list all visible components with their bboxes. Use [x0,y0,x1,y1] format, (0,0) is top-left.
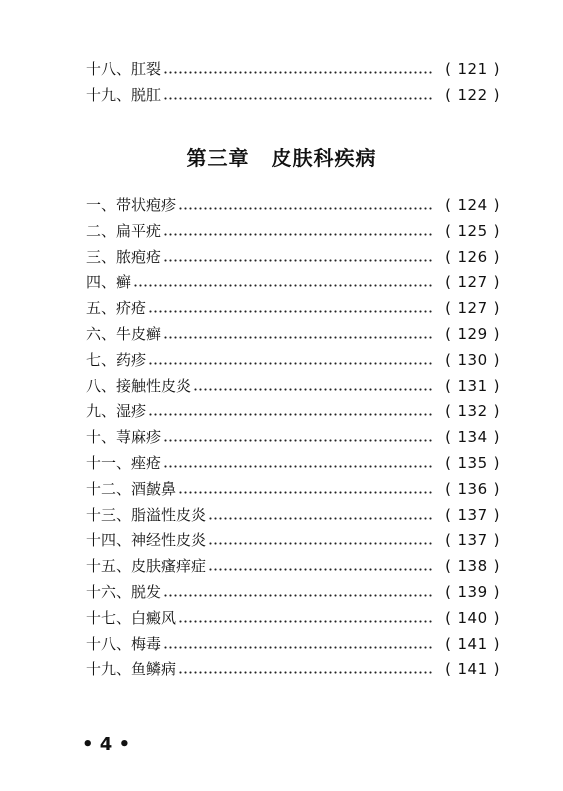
toc-entry-page: ( 134 ) [445,428,500,446]
toc-entry [86,504,506,526]
dot-leader [178,620,433,623]
toc-entry [86,607,506,629]
toc-entry-page: ( 130 ) [445,351,500,369]
toc-entry-page-number: 132 [457,402,488,420]
toc-entry-label: 十一、痤疮 [86,454,162,472]
toc-entry [86,478,506,500]
toc-entry-page-number: 121 [457,60,488,78]
toc-entry-page: ( 138 ) [445,557,500,575]
dot-leader [163,336,433,339]
dot-leader [178,671,433,674]
toc-entry-page-number: 137 [457,531,488,549]
toc-entry-page: ( 127 ) [445,299,500,317]
toc-entry-page-number: 135 [457,454,488,472]
toc-entry-page-number: 127 [457,273,488,291]
toc-entry-page-number: 137 [457,506,488,524]
toc-entry [86,555,506,577]
dot-leader [133,284,433,287]
toc-entry-page: ( 126 ) [445,248,500,266]
dot-leader [163,259,433,262]
toc-entry-label: 五、疥疮 [86,299,147,317]
dot-leader [208,517,433,520]
toc-entry-page: ( 121 ) [445,60,500,78]
toc-entry-page-number: 141 [457,660,488,678]
toc-entry-page: ( 135 ) [445,454,500,472]
toc-entry-page-number: 126 [457,248,488,266]
toc-entry-label: 一、带状疱疹 [86,196,177,214]
toc-entry-page-number: 140 [457,609,488,627]
toc-entry [86,658,506,680]
toc-entry [86,323,506,345]
toc-entry-page: ( 137 ) [445,506,500,524]
toc-entry-page-number: 130 [457,351,488,369]
toc-entry-page: ( 140 ) [445,609,500,627]
toc-entry-page-number: 139 [457,583,488,601]
toc-entry-page-number: 124 [457,196,488,214]
toc-entry-label: 十四、神经性皮炎 [86,531,207,549]
toc-entry-label: 十九、鱼鳞病 [86,660,177,678]
chapter-heading [0,142,563,171]
toc-entry-page: ( 132 ) [445,402,500,420]
toc-entry [86,220,506,242]
toc-entry [86,581,506,603]
dot-leader [163,465,433,468]
toc-entry-page-number: 122 [457,86,488,104]
toc-entry [86,426,506,448]
toc-entry [86,633,506,655]
toc-entry-page: ( 124 ) [445,196,500,214]
toc-entry [86,349,506,371]
toc-entry-page: ( 127 ) [445,273,500,291]
toc-entry-page-number: 129 [457,325,488,343]
dot-leader [163,71,433,74]
dot-leader [208,542,433,545]
toc-entry-page: ( 141 ) [445,660,500,678]
toc-entry [86,84,506,106]
toc-entry-page: ( 139 ) [445,583,500,601]
toc-entry [86,58,506,80]
toc-entry [86,246,506,268]
toc-entry-page: ( 136 ) [445,480,500,498]
dot-leader [178,207,433,210]
toc-entry-label: 九、湿疹 [86,402,147,420]
page-number: • 4 • [82,734,131,755]
toc-entry-label: 十八、肛裂 [86,60,162,78]
toc-entry [86,271,506,293]
toc-entry-label: 十七、白癜风 [86,609,177,627]
dot-leader [163,646,433,649]
dot-leader [193,388,433,391]
toc-entry-label: 七、药疹 [86,351,147,369]
toc-entry-page-number: 125 [457,222,488,240]
toc-entry-label: 十、荨麻疹 [86,428,162,446]
toc-entry [86,529,506,551]
toc-entry-label: 六、牛皮癣 [86,325,162,343]
toc-entry-page: ( 131 ) [445,377,500,395]
toc-entry [86,452,506,474]
dot-leader [163,233,433,236]
toc-entry-label: 十八、梅毒 [86,635,162,653]
toc-entry-page-number: 141 [457,635,488,653]
toc-entry-label: 十六、脱发 [86,583,162,601]
toc-entry [86,297,506,319]
toc-entry-page-number: 134 [457,428,488,446]
toc-entry-page: ( 141 ) [445,635,500,653]
toc-entry-page-number: 138 [457,557,488,575]
toc-entry-label: 十二、酒皶鼻 [86,480,177,498]
dot-leader [163,97,433,100]
toc-entry-page-number: 131 [457,377,488,395]
toc-entry-label: 十三、脂溢性皮炎 [86,506,207,524]
toc-entry [86,375,506,397]
toc-entry-label: 十五、皮肤瘙痒症 [86,557,207,575]
dot-leader [148,413,433,416]
toc-entry-label: 四、癣 [86,273,132,291]
chapter-number: 第三章 [186,146,250,170]
toc-entry-label: 十九、脱肛 [86,86,162,104]
dot-leader [148,362,433,365]
dot-leader [163,594,433,597]
toc-entry-label: 二、扁平疣 [86,222,162,240]
dot-leader [163,439,433,442]
toc-entry-label: 八、接触性皮炎 [86,377,192,395]
toc-entry [86,400,506,422]
chapter-title: 皮肤科疾病 [271,146,377,170]
toc-entry-page: ( 122 ) [445,86,500,104]
dot-leader [148,310,433,313]
toc-entry-page-number: 136 [457,480,488,498]
toc-entry [86,194,506,216]
toc-entry-page: ( 129 ) [445,325,500,343]
toc-entry-page-number: 127 [457,299,488,317]
dot-leader [208,568,433,571]
toc-entry-page: ( 125 ) [445,222,500,240]
toc-entry-page: ( 137 ) [445,531,500,549]
toc-entry-label: 三、脓疱疮 [86,248,162,266]
dot-leader [178,491,433,494]
